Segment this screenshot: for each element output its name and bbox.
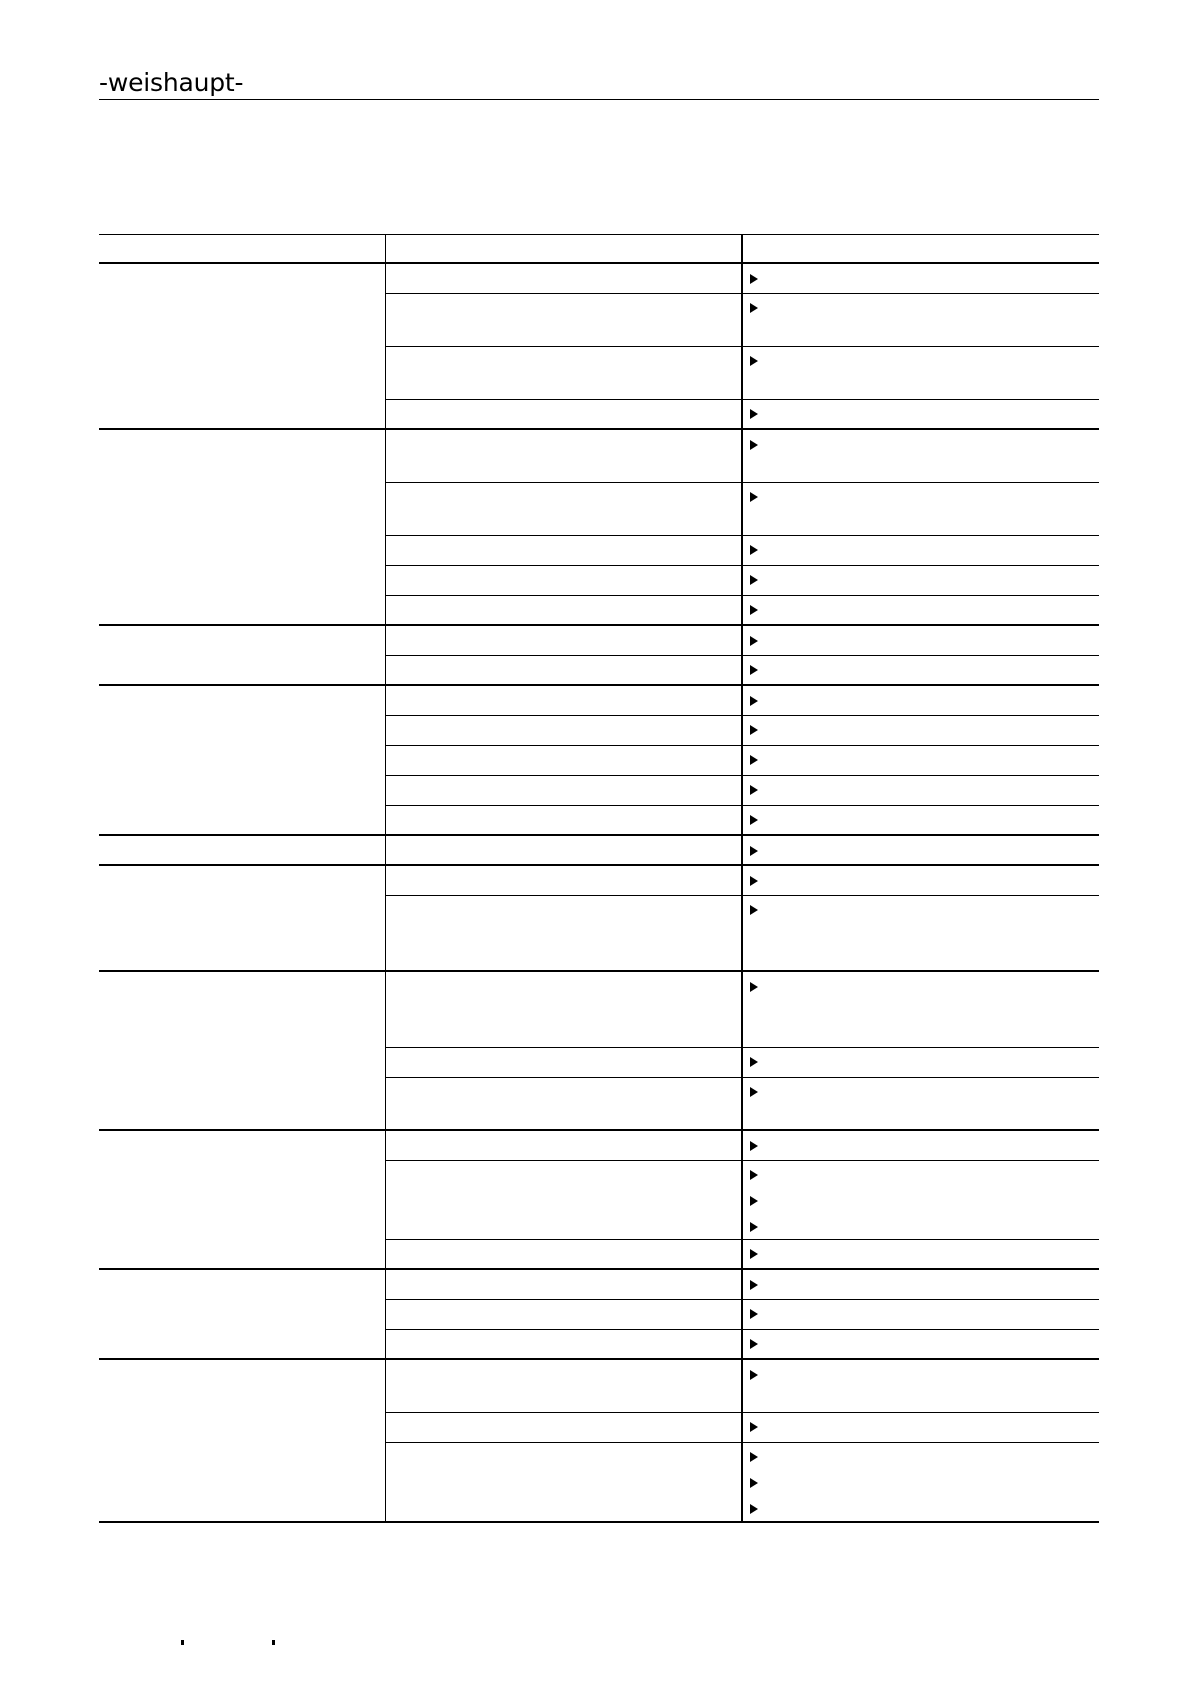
remedy-cell (742, 655, 1099, 685)
remedy-item (743, 1443, 1099, 1469)
remedy-cell (742, 685, 1099, 715)
remedy-cell (742, 482, 1099, 535)
fault-cell (99, 971, 385, 1130)
remedy-item (743, 1300, 1099, 1326)
remedy-item (743, 1495, 1099, 1521)
remedy-cell (742, 835, 1099, 865)
cause-cell (385, 895, 742, 971)
cause-cell (385, 655, 742, 685)
arrow-right-icon (750, 545, 758, 555)
remedy-cell (742, 346, 1099, 399)
table-row (99, 429, 1099, 482)
remedy-item (743, 1078, 1099, 1104)
arrow-right-icon (750, 1422, 758, 1432)
arrow-right-icon (750, 1196, 758, 1206)
arrow-right-icon (750, 1141, 758, 1151)
remedy-item (743, 1161, 1099, 1187)
remedy-cell (742, 293, 1099, 346)
cause-cell (385, 1047, 742, 1077)
cause-cell (385, 715, 742, 745)
arrow-right-icon (750, 1452, 758, 1462)
arrow-right-icon (750, 1087, 758, 1097)
cause-cell (385, 429, 742, 482)
cause-cell (385, 1329, 742, 1359)
remedy-cell (742, 715, 1099, 745)
remedy-item (743, 1240, 1099, 1266)
cause-cell (385, 482, 742, 535)
arrow-right-icon (750, 1249, 758, 1259)
remedy-cell (742, 775, 1099, 805)
arrow-right-icon (750, 755, 758, 765)
fault-cell (99, 429, 385, 625)
cause-cell (385, 835, 742, 865)
remedy-item (743, 776, 1099, 802)
cause-cell (385, 1130, 742, 1160)
table-row (99, 263, 1099, 293)
remedy-item (743, 1048, 1099, 1074)
remedy-item (743, 536, 1099, 562)
remedy-cell (742, 805, 1099, 835)
remedy-cell (742, 745, 1099, 775)
table-row (99, 865, 1099, 895)
remedy-cell (742, 399, 1099, 429)
fault-cell (99, 1269, 385, 1359)
remedy-cell (742, 895, 1099, 971)
arrow-right-icon (750, 1280, 758, 1290)
remedy-cell (742, 971, 1099, 1047)
arrow-right-icon (750, 846, 758, 856)
remedy-item (743, 836, 1099, 862)
fault-cell (99, 835, 385, 865)
cause-cell (385, 565, 742, 595)
remedy-item (743, 1330, 1099, 1356)
remedy-item (743, 347, 1099, 373)
fault-table-container (99, 234, 1099, 1523)
weishaupt-logo: -weishaupt- (99, 68, 244, 97)
arrow-right-icon (750, 1057, 758, 1067)
cause-cell (385, 346, 742, 399)
remedy-item (743, 566, 1099, 592)
table-row (99, 1359, 1099, 1412)
table-row (99, 1269, 1099, 1299)
arrow-right-icon (750, 274, 758, 284)
fault-cell (99, 1130, 385, 1269)
remedy-cell (742, 595, 1099, 625)
arrow-right-icon (750, 665, 758, 675)
remedy-cell (742, 1299, 1099, 1329)
cause-cell (385, 775, 742, 805)
remedy-cell (742, 1269, 1099, 1299)
remedy-item (743, 400, 1099, 426)
cause-cell (385, 625, 742, 655)
remedy-item (743, 746, 1099, 772)
remedy-cell (742, 625, 1099, 655)
fault-cell (99, 685, 385, 835)
remedy-cell (742, 1239, 1099, 1269)
cause-cell (385, 1359, 742, 1412)
fault-cell (99, 263, 385, 429)
header-rule (99, 99, 1099, 100)
cause-cell (385, 1077, 742, 1130)
remedy-item (743, 483, 1099, 509)
arrow-right-icon (750, 356, 758, 366)
remedy-cell (742, 429, 1099, 482)
remedy-item (743, 294, 1099, 320)
remedy-item (743, 866, 1099, 892)
arrow-right-icon (750, 1222, 758, 1232)
fault-table (99, 234, 1099, 1523)
arrow-right-icon (750, 1478, 758, 1488)
fault-cell (99, 1359, 385, 1522)
arrow-right-icon (750, 440, 758, 450)
remedy-item (743, 716, 1099, 742)
cause-cell (385, 1160, 742, 1239)
table-body (99, 263, 1099, 1522)
cause-cell (385, 399, 742, 429)
cause-cell (385, 1299, 742, 1329)
arrow-right-icon (750, 905, 758, 915)
remedy-item (743, 1213, 1099, 1239)
arrow-right-icon (750, 575, 758, 585)
remedy-cell (742, 1160, 1099, 1239)
arrow-right-icon (750, 1504, 758, 1514)
remedy-item (743, 972, 1099, 998)
cause-cell (385, 865, 742, 895)
cause-cell (385, 263, 742, 293)
cause-cell (385, 1412, 742, 1442)
remedy-item (743, 896, 1099, 922)
remedy-item (743, 1131, 1099, 1157)
footer-mark (181, 1640, 184, 1645)
cause-cell (385, 805, 742, 835)
header-fault (99, 235, 385, 264)
remedy-item (743, 596, 1099, 622)
remedy-item (743, 1360, 1099, 1386)
remedy-cell (742, 1412, 1099, 1442)
remedy-item (743, 686, 1099, 712)
arrow-right-icon (750, 785, 758, 795)
remedy-cell (742, 1329, 1099, 1359)
remedy-item (743, 1270, 1099, 1296)
remedy-item (743, 1469, 1099, 1495)
remedy-item (743, 626, 1099, 652)
remedy-item (743, 806, 1099, 832)
arrow-right-icon (750, 815, 758, 825)
remedy-item (743, 1413, 1099, 1439)
table-row (99, 971, 1099, 1047)
remedy-cell (742, 535, 1099, 565)
table-row (99, 835, 1099, 865)
cause-cell (385, 1442, 742, 1522)
remedy-cell (742, 565, 1099, 595)
arrow-right-icon (750, 982, 758, 992)
cause-cell (385, 971, 742, 1047)
remedy-item (743, 1187, 1099, 1213)
arrow-right-icon (750, 605, 758, 615)
arrow-right-icon (750, 492, 758, 502)
remedy-cell (742, 1047, 1099, 1077)
cause-cell (385, 1269, 742, 1299)
table-row (99, 685, 1099, 715)
arrow-right-icon (750, 1370, 758, 1380)
cause-cell (385, 685, 742, 715)
cause-cell (385, 595, 742, 625)
remedy-cell (742, 1442, 1099, 1522)
table-row (99, 625, 1099, 655)
remedy-item (743, 430, 1099, 456)
remedy-item (743, 264, 1099, 290)
cause-cell (385, 1239, 742, 1269)
arrow-right-icon (750, 876, 758, 886)
arrow-right-icon (750, 1339, 758, 1349)
remedy-cell (742, 1077, 1099, 1130)
arrow-right-icon (750, 409, 758, 419)
arrow-right-icon (750, 636, 758, 646)
arrow-right-icon (750, 696, 758, 706)
remedy-cell (742, 263, 1099, 293)
remedy-cell (742, 865, 1099, 895)
arrow-right-icon (750, 1309, 758, 1319)
table-row (99, 1130, 1099, 1160)
cause-cell (385, 745, 742, 775)
footer-mark (272, 1640, 275, 1645)
fault-cell (99, 865, 385, 971)
header-remedy (742, 235, 1099, 264)
arrow-right-icon (750, 725, 758, 735)
arrow-right-icon (750, 1170, 758, 1180)
remedy-cell (742, 1359, 1099, 1412)
cause-cell (385, 535, 742, 565)
table-header-row (99, 235, 1099, 264)
cause-cell (385, 293, 742, 346)
remedy-cell (742, 1130, 1099, 1160)
remedy-item (743, 656, 1099, 682)
arrow-right-icon (750, 303, 758, 313)
fault-cell (99, 625, 385, 685)
header-cause (385, 235, 742, 264)
